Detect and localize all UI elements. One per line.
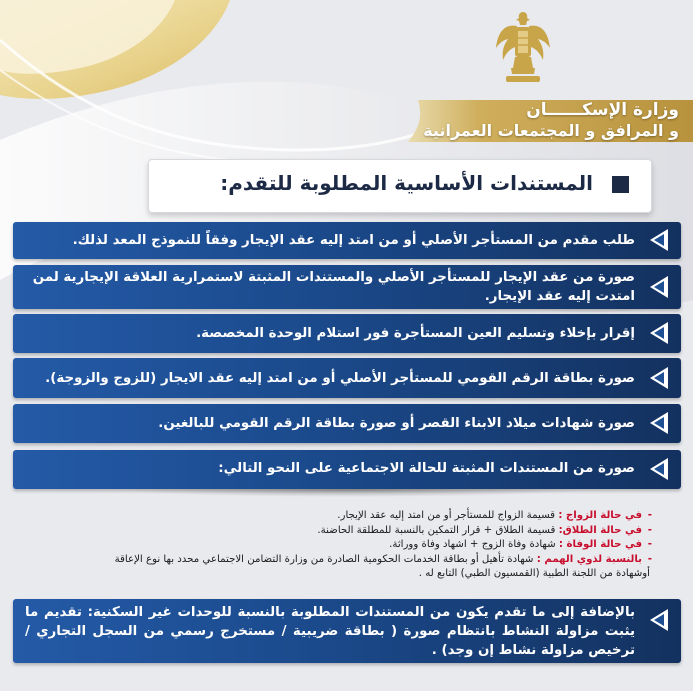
additional-note-text: بالإضافة إلى ما تقدم يكون من المستندات المطلوبة بالنسبة للوحدات غير السكنية: تقديم ما يثبت مزاولة النشاط بانتظام صورة ( بطاقة ضريبية / مستخرج رسمي من السجل التجاري / ترخيص مزاولة نشاط إن وجد) .	[25, 605, 635, 658]
ministry-name-line2: و المرافق و المجتمعات العمرانية	[423, 121, 679, 140]
chevron-inner-icon	[654, 463, 664, 475]
document-item-5	[13, 404, 681, 443]
additional-note-card	[13, 599, 681, 663]
note-label: في حالة الطلاق:	[558, 524, 642, 536]
note-label: في حالة الزواج :	[558, 510, 642, 521]
note-dash: -	[647, 539, 652, 550]
section-title-box	[148, 159, 652, 213]
note-text: شهادة تأهيل أو بطاقة الخدمات الحكومية الصادرة من وزارة التضامن الاجتماعي محدد بها نوع الإعاقة	[114, 553, 534, 565]
document-item-text: إقرار بإخلاء وتسليم العين المستأجرة فور استلام الوحدة المخصصة.	[196, 326, 635, 341]
note-disability-continuation: أوشهادة من اللجنة الطبية (القمسيون الطبي) التابع له .	[418, 568, 650, 579]
note-text: قسيمة الطلاق + قرار التمكين بالنسبة للمطلقة الحاضنة.	[317, 524, 556, 536]
document-item-2	[13, 265, 681, 309]
chevron-inner-icon	[654, 281, 664, 293]
note-marriage	[12, 509, 652, 524]
title-bullet-square-icon	[612, 176, 629, 193]
chevron-inner-icon	[654, 234, 664, 246]
document-item-text: صورة من المستندات المثبتة للحالة الاجتماعية على النحو التالي:	[218, 461, 635, 476]
document-item-text: طلب مقدم من المستأجر الأصلي أو من امتد إليه عقد الإيجار وفقاً للنموذج المعد لذلك.	[72, 233, 635, 248]
social-status-notes	[12, 509, 652, 582]
document-item-3	[13, 314, 681, 353]
note-dash: -	[647, 510, 652, 521]
note-death	[12, 538, 652, 553]
note-divorce	[12, 524, 652, 539]
chevron-inner-icon	[654, 372, 664, 384]
document-item-text: صورة من عقد الإيجار للمستأجر الأصلي والمستندات المثبتة لاستمرارية العلاقة الإيجارية لمن امتدت إليه عقد الإيجار.	[32, 270, 635, 304]
note-label: بالنسبة لذوي الهمم :	[536, 553, 642, 565]
chevron-inner-icon	[654, 614, 664, 626]
ministry-name-line1: وزارة الإسكــــــان	[526, 100, 679, 120]
document-item-text: صورة شهادات ميلاد الابناء القصر أو صورة بطاقة الرقم القومي للبالغين.	[158, 416, 635, 431]
note-dash: -	[647, 553, 652, 565]
note-text: شهادة وفاة الزوج + اشهاد وفاة ووراثة.	[389, 539, 556, 550]
document-item-text: صورة بطاقة الرقم القومي للمستأجر الأصلي أو من امتد إليه عقد الايجار (للزوج والزوجة).	[45, 371, 635, 386]
chevron-inner-icon	[654, 327, 664, 339]
document-item-6	[13, 450, 681, 489]
document-item-1	[13, 222, 681, 259]
section-title: المستندات الأساسية المطلوبة للتقدم:	[220, 171, 593, 195]
egypt-eagle-emblem-icon	[494, 8, 552, 94]
note-disability	[12, 553, 652, 568]
ministry-name-banner	[388, 96, 693, 146]
note-dash: -	[647, 524, 652, 536]
chevron-inner-icon	[654, 417, 664, 429]
note-text: قسيمة الزواج للمستأجر أو من امتد إليه عقد الإيجار.	[337, 510, 556, 521]
document-item-4	[13, 358, 681, 398]
note-label: في حالة الوفاة :	[558, 539, 642, 550]
